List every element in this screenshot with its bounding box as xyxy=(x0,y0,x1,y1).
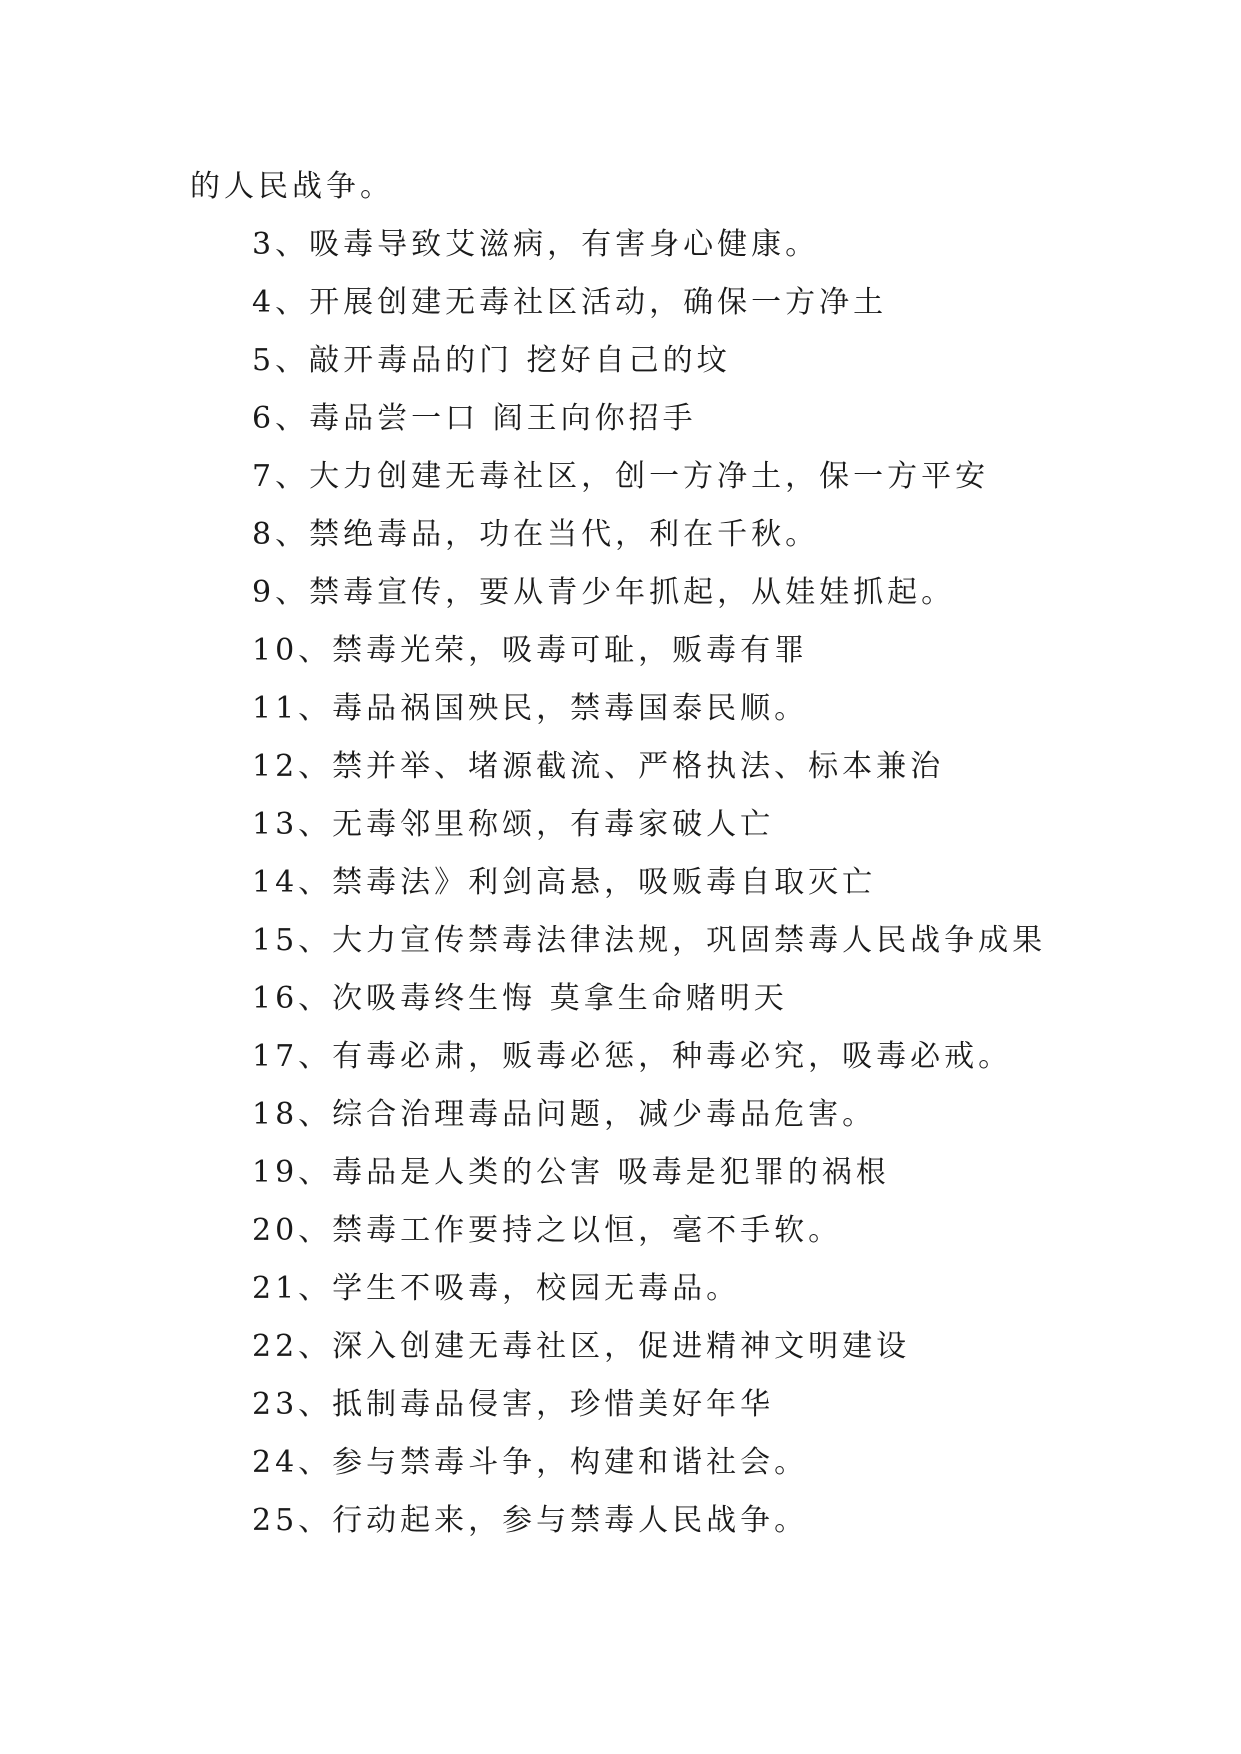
slogan-item-24: 24、参与禁毒斗争，构建和谐社会。 xyxy=(252,1445,809,1480)
slogan-item-6: 6、毒品尝一口 阎王向你招手 xyxy=(252,401,697,436)
slogan-item-12: 12、禁并举、堵源截流、严格执法、标本兼治 xyxy=(252,749,945,784)
slogan-item-5: 5、敲开毒品的门 挖好自己的坟 xyxy=(252,343,731,378)
slogan-item-22: 22、深入创建无毒社区，促进精神文明建设 xyxy=(252,1329,911,1364)
slogan-item-8: 8、禁绝毒品，功在当代，利在千秋。 xyxy=(252,517,820,552)
slogan-item-14: 14、禁毒法》利剑高悬，吸贩毒自取灭亡 xyxy=(252,865,877,900)
slogan-item-20: 20、禁毒工作要持之以恒，毫不手软。 xyxy=(252,1213,843,1248)
slogan-item-21: 21、学生不吸毒，校园无毒品。 xyxy=(252,1271,741,1306)
slogan-item-4: 4、开展创建无毒社区活动，确保一方净土 xyxy=(252,285,888,320)
slogan-item-13: 13、无毒邻里称颂，有毒家破人亡 xyxy=(252,807,775,842)
slogan-item-9: 9、禁毒宣传，要从青少年抓起，从娃娃抓起。 xyxy=(252,575,956,610)
continuation-line: 的人民战争。 xyxy=(190,169,394,204)
slogan-item-15: 15、大力宣传禁毒法律法规，巩固禁毒人民战争成果 xyxy=(252,923,1047,958)
slogan-item-3: 3、吸毒导致艾滋病，有害身心健康。 xyxy=(252,227,820,262)
slogan-item-7: 7、大力创建无毒社区，创一方净土，保一方平安 xyxy=(252,459,990,494)
document-body xyxy=(190,158,1060,1550)
slogan-item-19: 19、毒品是人类的公害 吸毒是犯罪的祸根 xyxy=(252,1155,890,1190)
slogan-item-18: 18、综合治理毒品问题，减少毒品危害。 xyxy=(252,1097,877,1132)
slogan-item-16: 16、次吸毒终生悔 莫拿生命赌明天 xyxy=(252,981,788,1016)
slogan-item-10: 10、禁毒光荣，吸毒可耻，贩毒有罪 xyxy=(252,633,809,668)
slogan-item-17: 17、有毒必肃，贩毒必惩，种毒必究，吸毒必戒。 xyxy=(252,1039,1013,1074)
slogan-item-11: 11、毒品祸国殃民，禁毒国泰民顺。 xyxy=(252,691,809,726)
slogan-item-25: 25、行动起来，参与禁毒人民战争。 xyxy=(252,1503,809,1538)
slogan-item-23: 23、抵制毒品侵害，珍惜美好年华 xyxy=(252,1387,775,1422)
